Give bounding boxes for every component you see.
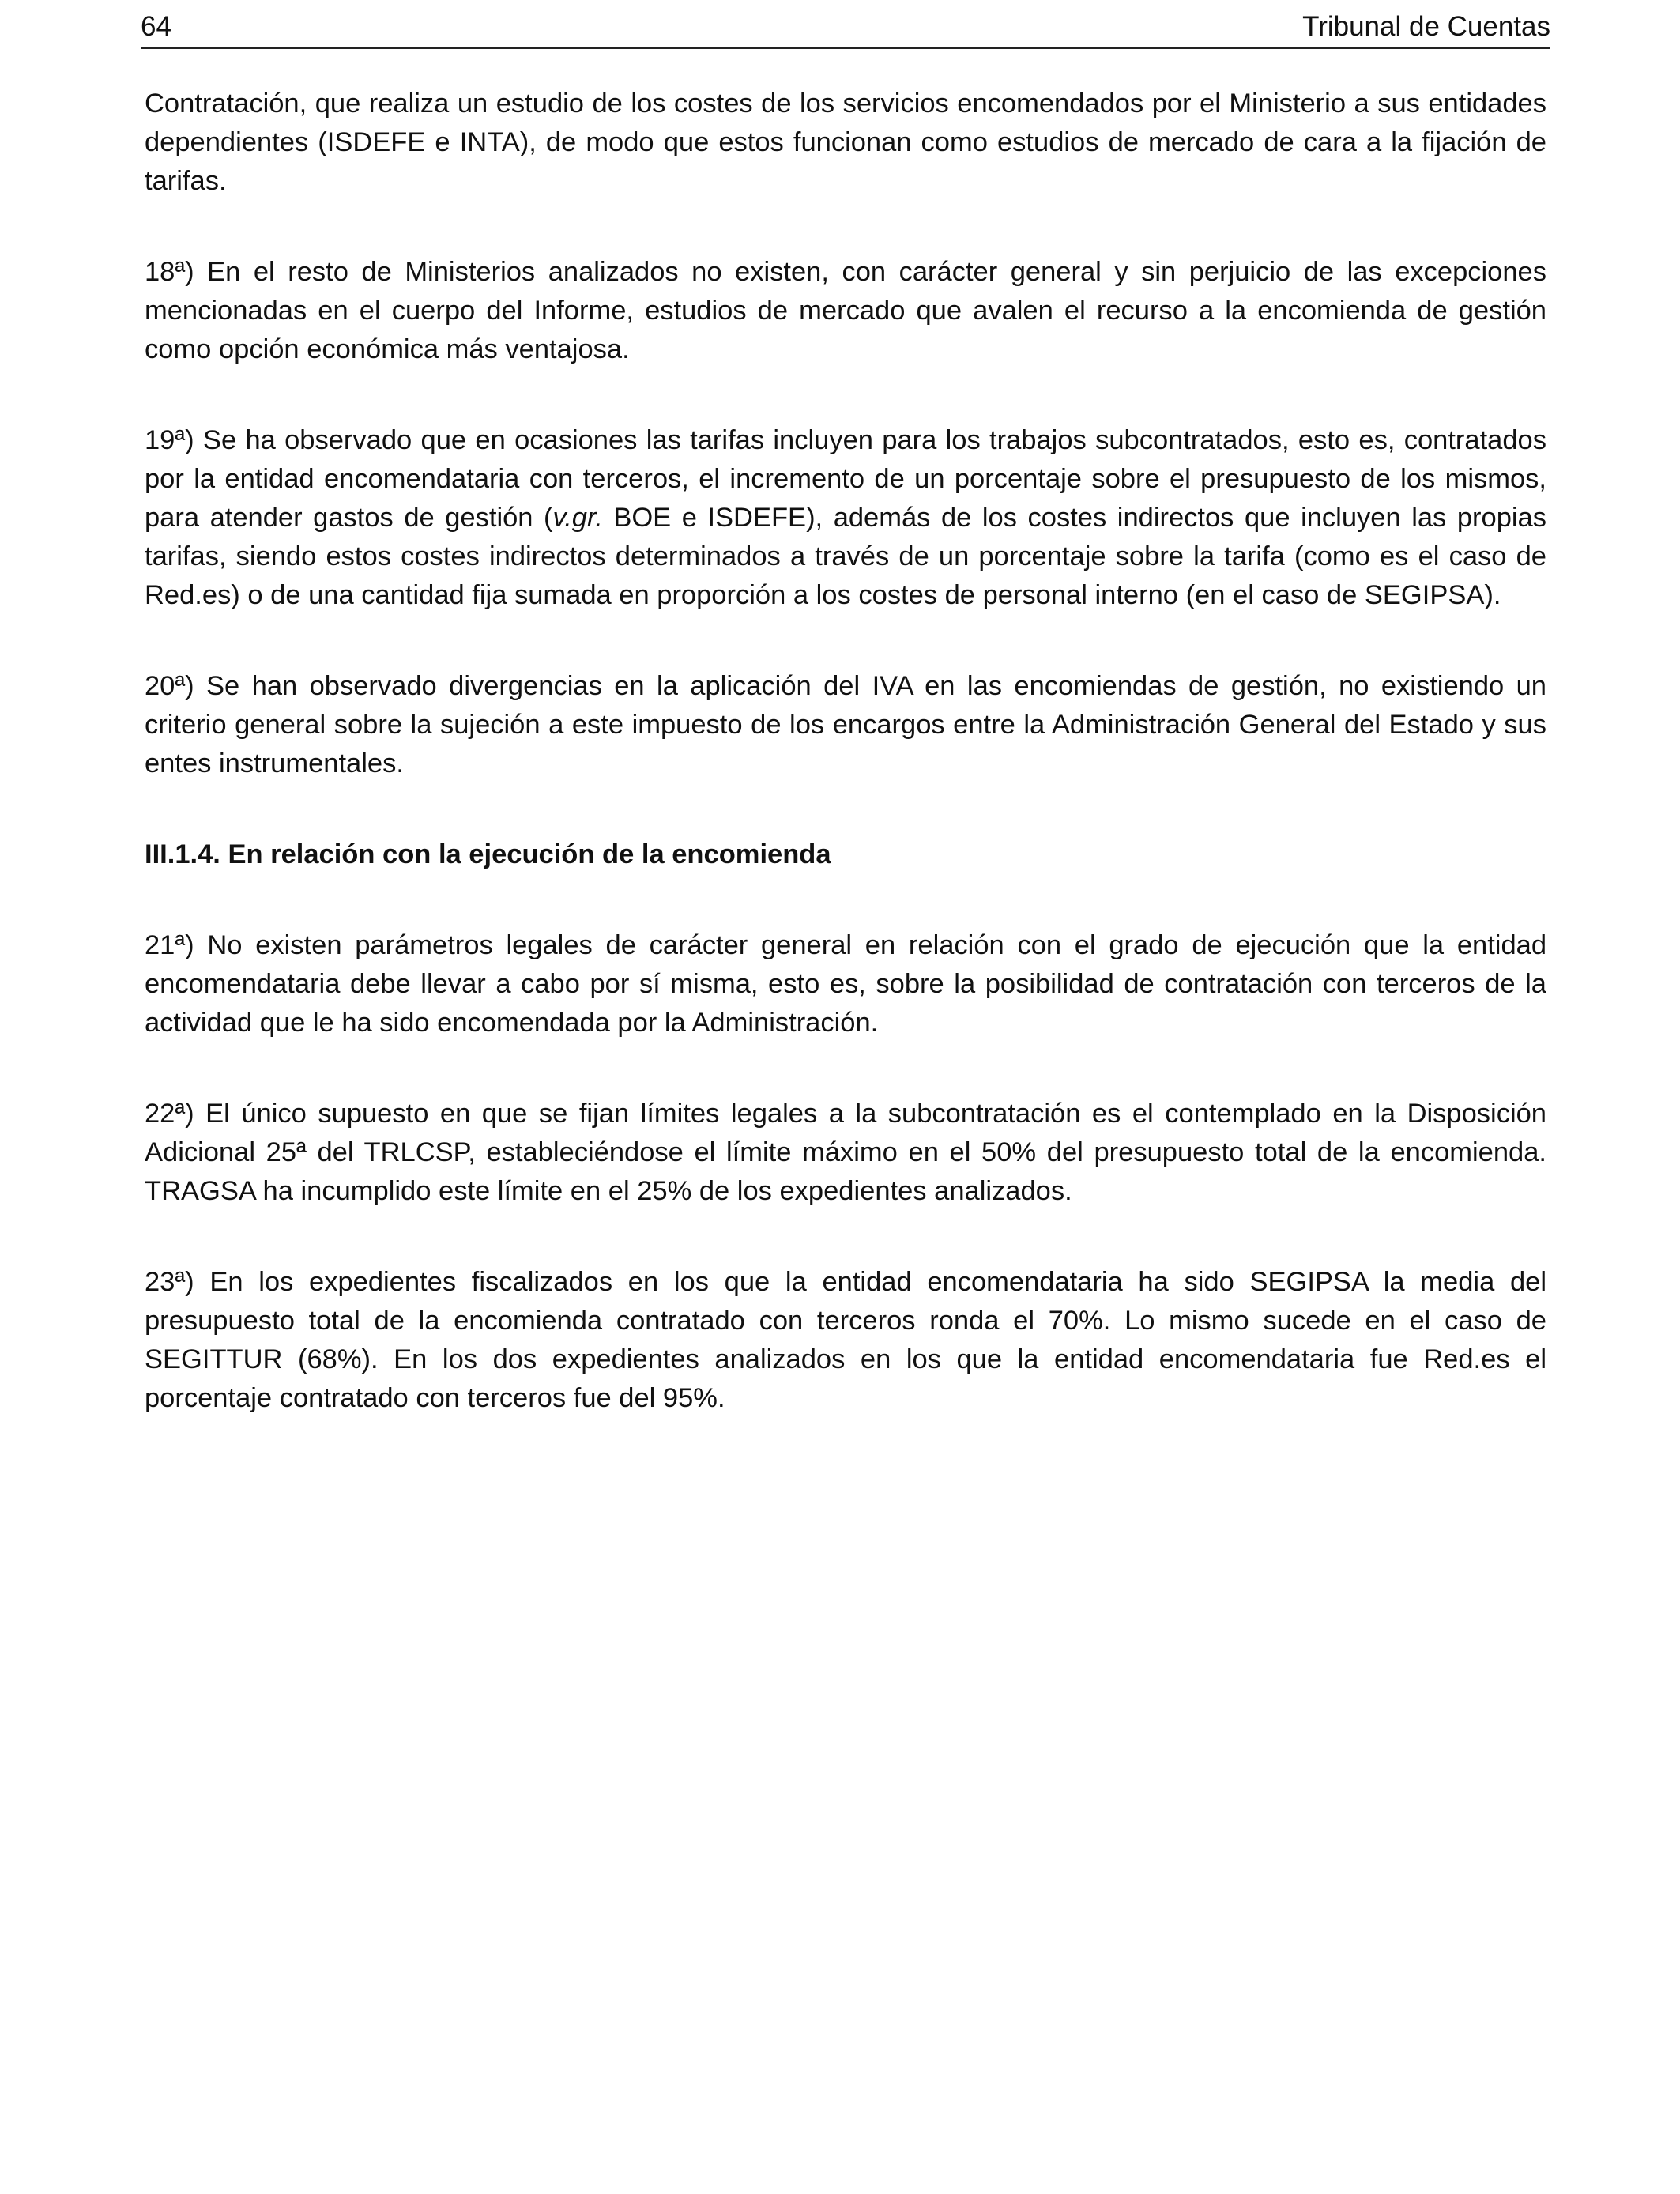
page-header	[141, 6, 1550, 49]
paragraph-19-emphasis: v.gr.	[552, 503, 603, 533]
paragraph-conclusion-23: 23ª) En los expedientes fiscalizados en los que la entidad encomendataria ha sido SEGIPSA la media del presupuesto total de la encomienda contratado con terceros ronda el 70%. Lo mismo sucede en el caso de SEGITTUR (68%). En los dos expedientes analizados en los que la entidad encomendataria fue Red.es el porcentaje contratado con terceros fue del 95%.	[145, 1267, 1546, 1413]
paragraph-continuation: Contratación, que realiza un estudio de los costes de los servicios encomendados por el Ministerio a sus entidades dependientes (ISDEFE e INTA), de modo que estos funcionan como estudios de mercado de cara a la fijación de tarifas.	[145, 89, 1546, 196]
paragraph-19-part-2: BOE e ISDEFE), además de los costes indirectos que incluyen las propias tarifas, siendo estos costes indirectos determinados a través de un porcentaje sobre la tarifa (como es el caso de Red.es) o de una cantidad fija sumada en proporción a los costes de personal interno (en el caso de SEGIPSA).	[145, 503, 1546, 610]
paragraph-conclusion-19	[145, 421, 1546, 615]
paragraph-19-part-1: 19ª) Se ha observado que en ocasiones las tarifas incluyen para los trabajos subcontratados, esto es, contratados por la entidad encomendataria con terceros, el incremento de un porcentaje sobre el presupuesto de los mismos, para atender gastos de gestión (	[145, 425, 1546, 533]
running-header-title: Tribunal de Cuentas	[1302, 11, 1550, 42]
paragraph-conclusion-22: 22ª) El único supuesto en que se fijan límites legales a la subcontratación es el contemplado en la Disposición Adicional 25ª del TRLCSP, estableciéndose el límite máximo en el 50% del presupuesto total de la encomienda. TRAGSA ha incumplido este límite en el 25% de los expedientes analizados.	[145, 1099, 1546, 1206]
paragraph-conclusion-18: 18ª) En el resto de Ministerios analizados no existen, con carácter general y sin perjuicio de las excepciones mencionadas en el cuerpo del Informe, estudios de mercado que avalen el recurso a la encomienda de gestión como opción económica más ventajosa.	[145, 257, 1546, 364]
document-body	[145, 85, 1546, 1470]
paragraph-conclusion-21: 21ª) No existen parámetros legales de carácter general en relación con el grado de ejecución que la entidad encomendataria debe llevar a cabo por sí misma, esto es, sobre la posibilidad de contratación con terceros de la actividad que le ha sido encomendada por la Administración.	[145, 930, 1546, 1038]
paragraph-conclusion-20: 20ª) Se han observado divergencias en la aplicación del IVA en las encomiendas de gestión, no existiendo un criterio general sobre la sujeción a este impuesto de los encargos entre la Administración General del Estado y sus entes instrumentales.	[145, 671, 1546, 778]
page-number: 64	[141, 11, 171, 42]
section-heading: III.1.4. En relación con la ejecución de la encomienda	[145, 839, 831, 869]
